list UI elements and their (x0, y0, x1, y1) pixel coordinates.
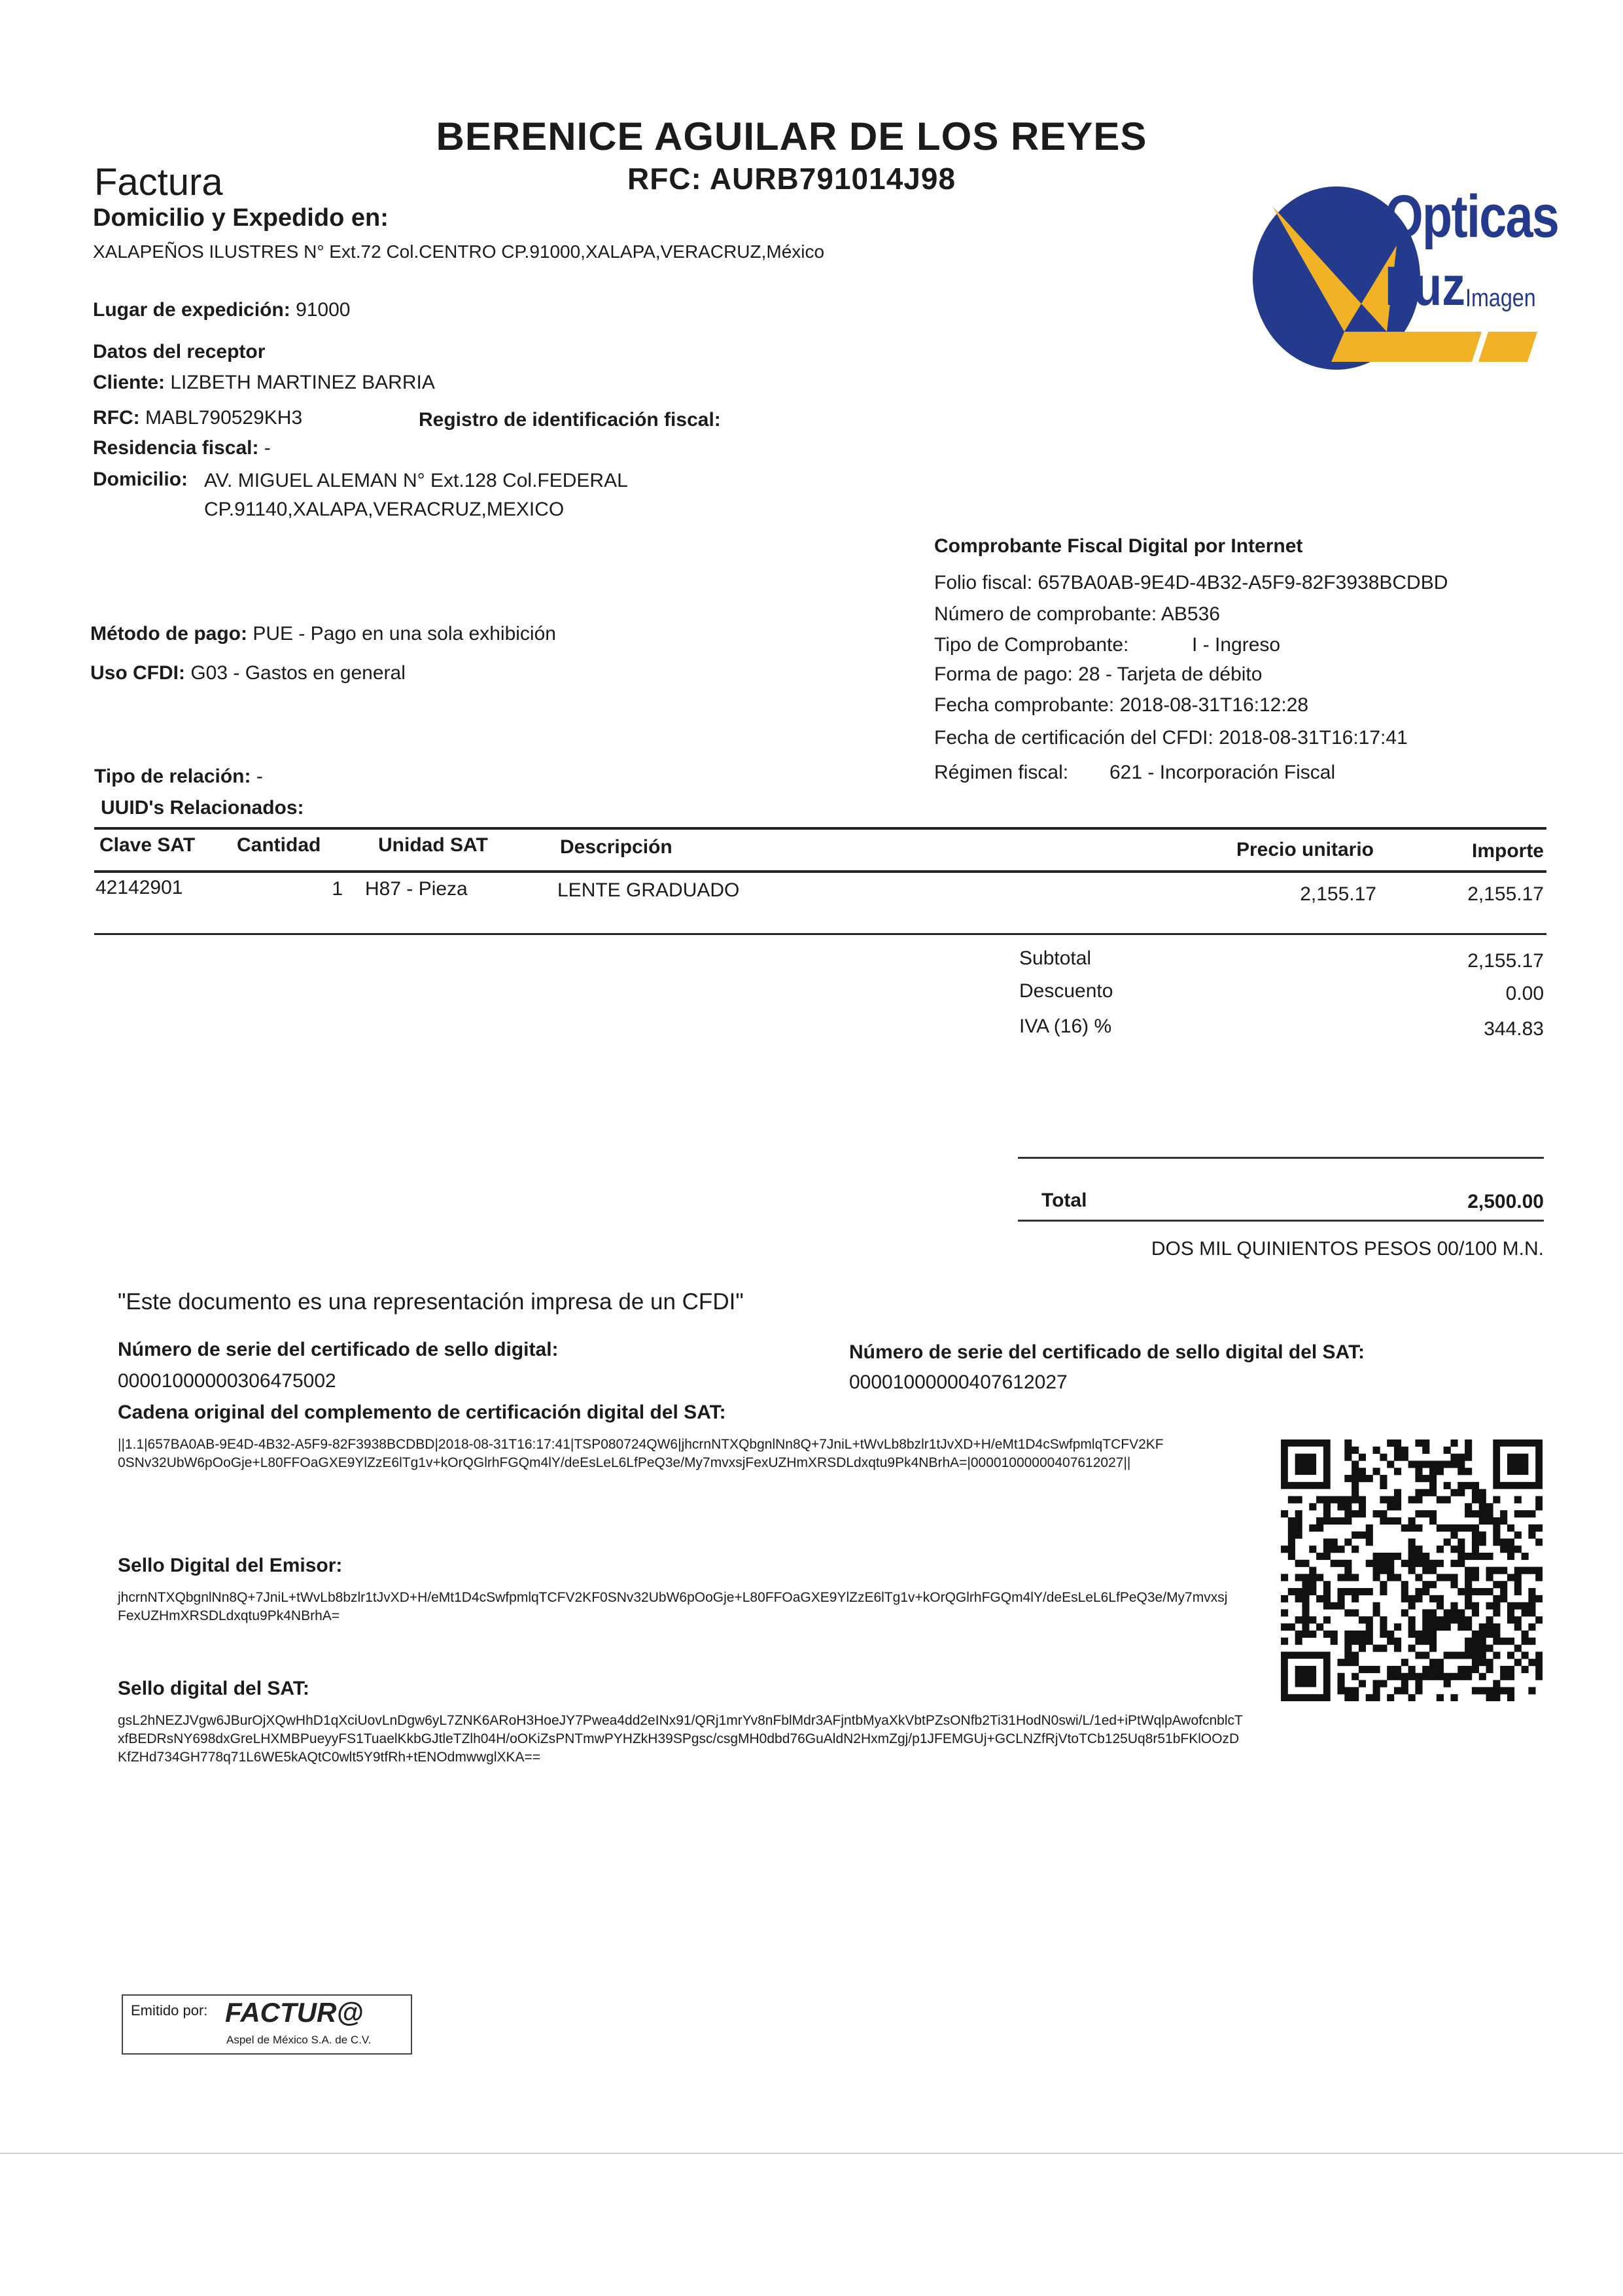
cfdi-title: Comprobante Fiscal Digital por Internet (934, 535, 1303, 557)
payment-form-label: Forma de pago: (934, 663, 1073, 685)
regime-value: 621 - Incorporación Fiscal (1109, 762, 1336, 783)
receiver-client (93, 372, 435, 394)
issuer-name: BERENICE AGUILAR DE LOS REYES (436, 115, 1147, 158)
logo-text-luz: Luz (1385, 255, 1465, 317)
total-bottom-rule (1018, 1220, 1544, 1222)
receiver-rfc (93, 407, 302, 429)
relation-type (94, 766, 263, 788)
row-descripcion: LENTE GRADUADO (557, 879, 740, 901)
page-edge (0, 2153, 1623, 2154)
logo-text-opticas: Opticas (1385, 183, 1559, 250)
use-value: G03 - Gastos en general (190, 662, 406, 684)
company-logo (1246, 180, 1559, 376)
table-row (94, 874, 1546, 920)
qr-code-icon (1281, 1439, 1543, 1701)
address-line-2: CP.91140,XALAPA,VERACRUZ,MEXICO (204, 499, 565, 520)
sat-cert-serial-value: 00001000000407612027 (849, 1371, 1068, 1393)
discount-value: 0.00 (1505, 983, 1544, 1004)
row-importe: 2,155.17 (1467, 883, 1544, 905)
col-cantidad: Cantidad (237, 834, 321, 856)
cert-serial-label: Número de serie del certificado de sello digital: (118, 1339, 559, 1360)
total-label: Total (1041, 1190, 1087, 1211)
amount-in-words: DOS MIL QUINIENTOS PESOS 00/100 M.N. (1151, 1238, 1544, 1260)
relation-value: - (256, 766, 263, 787)
receiver-rfc-value: MABL790529KH3 (145, 407, 303, 429)
total-top-rule (1018, 1157, 1544, 1159)
issuer-rfc: RFC: AURB791014J98 (627, 162, 956, 196)
cert-serial-value: 00001000000306475002 (118, 1370, 336, 1392)
row-clave: 42142901 (96, 877, 183, 898)
receiver-residence (93, 437, 271, 459)
table-bottom-rule (94, 933, 1546, 935)
sat-seal-value: gsL2hNEZJVgw6JBurOjXQwHhD1qXciUovLnDgw6yL7ZNK6ARoH3HoeJY7Pwea4dd2eINx91/QRj1mrYv8nFblMdr3AFjntbMyaXkVbtPZsONfb2Ti31HodN0swi/L/1ed+iPtWqlpAwofcnblcTxfBEDRsNY698dxGreLHXMBPueyyFS1TuaelKkbGJtleTZlh04H/oOKiZsPNTmwPYHZkH39SPgsc/csgMH0dbd76GuAldN2HxmZgj/p1JFEMGUj+GCLNZfRjVtoTCb125Uq8r51bFKlOOzDKfZHd734GH778q71L6WE5kAQtC0wlt5Y9tfRh+tENOdmwwglXKA== (118, 1713, 1243, 1765)
address-label: Domicilio: (93, 468, 188, 490)
stamp-prefix: Emitido por: (131, 2002, 208, 2019)
issuer-seal-value: jhcrnNTXQbgnlNn8Q+7JniL+tWvLb8bzlr1tJvXD+H/eMt1D4cSwfpmlqTCFV2KF0SNv32UbW6pOoGje+L80FFOaGXE9YlZzE6lTg1v+kOrQGlrhFGQm4lY/deEsLeL6LfPeQ3e/My7mvxsjFexUZHmXRSDLdxqtu9Pk4NBrhA= (118, 1590, 1228, 1623)
original-chain-label: Cadena original del complemento de certificación digital del SAT: (118, 1402, 726, 1423)
col-unidad: Unidad SAT (378, 834, 488, 856)
receiver-section-title: Datos del receptor (93, 341, 266, 362)
method-value: PUE - Pago en una sola exhibición (253, 623, 556, 645)
cfdi-cert-date (934, 727, 1408, 749)
table-header-rule (94, 870, 1546, 873)
discount-label: Descuento (1019, 980, 1113, 1002)
document-type: Factura (94, 161, 223, 203)
cfdi-folio (934, 572, 1448, 594)
client-value: LIZBETH MARTINEZ BARRIA (170, 372, 435, 393)
folio-value: 657BA0AB-9E4D-4B32-A5F9-82F3938BCDBD (1038, 572, 1448, 593)
col-clave: Clave SAT (99, 834, 196, 856)
issued-by-stamp (122, 1994, 412, 2055)
subtotal-value: 2,155.17 (1467, 950, 1544, 972)
issuer-seal-label: Sello Digital del Emisor: (118, 1555, 343, 1576)
date-value: 2018-08-31T16:12:28 (1119, 694, 1309, 716)
client-label: Cliente: (93, 372, 166, 393)
type-value: I - Ingreso (1192, 634, 1281, 656)
place-label: Lugar de expedición: (93, 299, 290, 321)
cfdi-payment-form (934, 663, 1262, 686)
total-value: 2,500.00 (1467, 1191, 1544, 1212)
place-of-issue (93, 299, 351, 321)
cfdi-number (934, 603, 1220, 626)
domicile-value: XALAPEÑOS ILUSTRES N° Ext.72 Col.CENTRO CP.91000,XALAPA,VERACRUZ,México (93, 241, 825, 262)
place-value: 91000 (296, 299, 351, 321)
date-label: Fecha comprobante: (934, 694, 1115, 716)
row-precio: 2,155.17 (1300, 883, 1376, 905)
payment-form-value: 28 - Tarjeta de débito (1078, 663, 1263, 685)
row-unidad: H87 - Pieza (365, 878, 468, 900)
qr-code (1281, 1439, 1543, 1701)
table-top-rule (94, 827, 1546, 830)
cfdi-use (90, 662, 406, 684)
use-label: Uso CFDI: (90, 662, 185, 684)
receiver-rfc-label: RFC: (93, 407, 140, 429)
original-chain-value: ||1.1|657BA0AB-9E4D-4B32-A5F9-82F3938BCDBD|2018-08-31T16:17:41|TSP080724QW6|jhcrnNTXQbgnlNn8Q+7JniL+tWvLb8bzlr1tJvXD+H/eMt1D4cSwfpmlqTCFV2KF0SNv32UbW6pOoGje+L80FFOaGXE9YlZzE6lTg1v+kOrQGlrhFGQm4lY/deEsLeL6LfPeQ3e/My7mvxsjFexUZHmXRSDLdxqtu9Pk4NBrhA=|00001000000407612027|| (118, 1437, 1164, 1470)
sat-cert-serial-label: Número de serie del certificado de sello digital del SAT: (849, 1341, 1365, 1363)
stamp-company: Aspel de México S.A. de C.V. (226, 2034, 372, 2046)
iva-label: IVA (16) % (1019, 1016, 1112, 1037)
sat-seal-label: Sello digital del SAT: (118, 1678, 309, 1699)
number-value: AB536 (1161, 603, 1220, 625)
number-label: Número de comprobante: (934, 603, 1157, 625)
representation-note: "Este documento es una representación impresa de un CFDI" (118, 1289, 744, 1315)
col-precio: Precio unitario (1236, 839, 1374, 860)
col-importe: Importe (1471, 840, 1544, 862)
stamp-brand: FACTUR@ (225, 1997, 364, 2028)
uuid-related-label: UUID's Relacionados: (101, 797, 304, 819)
domicile-label: Domicilio y Expedido en: (93, 204, 389, 232)
subtotal-label: Subtotal (1019, 947, 1092, 969)
type-label: Tipo de Comprobante: (934, 634, 1129, 656)
cfdi-date (934, 694, 1308, 716)
iva-value: 344.83 (1484, 1018, 1544, 1040)
address-line-1: AV. MIGUEL ALEMAN N° Ext.128 Col.FEDERAL (204, 470, 628, 491)
col-descripcion: Descripción (560, 836, 672, 858)
method-label: Método de pago: (90, 623, 247, 645)
relation-label: Tipo de relación: (94, 766, 251, 787)
payment-method (90, 623, 556, 645)
regime-label: Régimen fiscal: (934, 762, 1069, 783)
logo-text-imagen: Imagen (1465, 285, 1536, 312)
fiscal-id-label: Registro de identificación fiscal: (419, 409, 721, 431)
residence-label: Residencia fiscal: (93, 437, 259, 459)
residence-value: - (264, 437, 271, 459)
folio-label: Folio fiscal: (934, 572, 1033, 593)
cert-date-value: 2018-08-31T16:17:41 (1219, 727, 1408, 749)
row-cantidad: 1 (332, 878, 343, 900)
cert-date-label: Fecha de certificación del CFDI: (934, 727, 1213, 749)
